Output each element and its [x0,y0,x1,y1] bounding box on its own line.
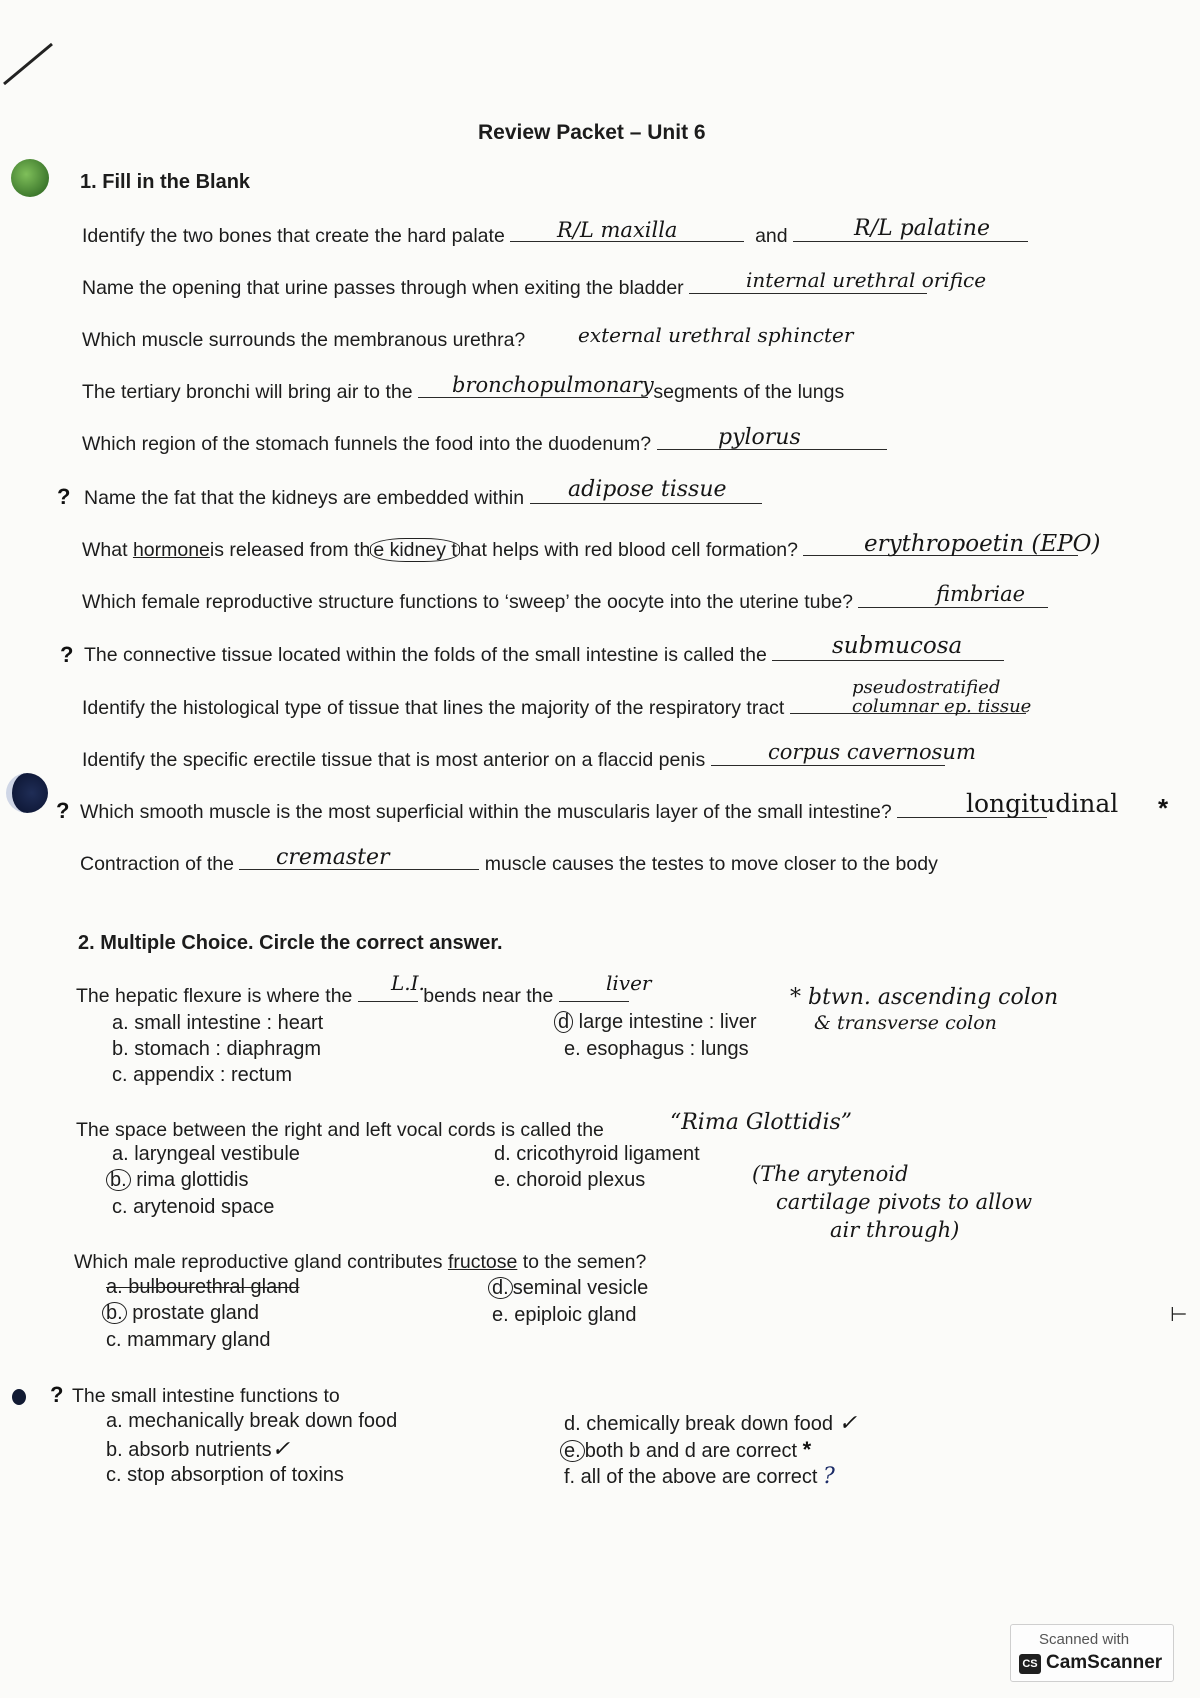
navy-crescent-marker [6,773,48,813]
green-dot-marker [11,159,49,197]
question-mark-mc4: ? [50,1382,64,1407]
page-title: Review Packet – Unit 6 [478,121,706,144]
mc4-option-e[interactable]: e. both b and d are correct * [560,1437,811,1463]
mc2-note-line-1: (The arytenoid [752,1162,909,1186]
q1-answer-1: R/L maxilla [557,218,678,242]
pen-stroke-mark [0,30,60,90]
q13-text: Contraction of the muscle causes the testes to move closer to the body [80,853,938,875]
q11-blank [711,765,945,766]
mc3-option-d[interactable]: d. seminal vesicle [488,1277,648,1300]
mc1-blank-1 [358,1001,418,1002]
q4-answer: bronchopulmonary [452,373,654,397]
q9-answer: submucosa [832,633,963,659]
mc3-option-e[interactable]: e. epiploic gland [492,1304,637,1326]
mc1-option-b[interactable]: b. stomach : diaphragm [112,1038,321,1060]
q8-blank [858,607,1048,608]
watermark-line-2: CamScanner [1046,1652,1163,1673]
mc2-note-line-3: air through) [830,1218,960,1242]
q1-blank-2 [793,241,1028,242]
mc2-option-e[interactable]: e. choroid plexus [494,1169,646,1191]
mc1-option-c[interactable]: c. appendix : rectum [112,1064,293,1086]
q1-answer-2: R/L palatine [854,216,990,241]
mc3-option-d-circle: d. [488,1277,513,1299]
mc1-blank-2-answer: liver [606,971,652,995]
q6-text: Name the fat that the kidneys are embedded within [84,487,762,510]
mc2-note-line-2: cartilage pivots to allow [776,1190,1033,1214]
q12-text: Which smooth muscle is the most superficial within the muscularis layer of the small intestine? [80,801,1047,824]
mc1-option-d-circle: d [554,1011,573,1033]
mc3-option-b-circle: b. [102,1302,127,1324]
mc3-text: Which male reproductive gland contributes fructose to the semen? [74,1251,647,1273]
mc3-option-b[interactable]: b. prostate gland [102,1302,259,1325]
mc1-blank-2 [559,1001,629,1002]
q10-answer: columnar ep. tissue [852,696,1032,717]
q9-text: The connective tissue located within the folds of the small intestine is called the [84,644,1004,667]
mc2-option-b-circle: b. [106,1169,131,1191]
q11-text: Identify the specific erectile tissue that is most anterior on a flaccid penis [82,749,945,772]
q4-blank [418,397,648,398]
margin-mark-right: ⊢ [1170,1304,1188,1326]
star-mark-q12: * [1158,793,1169,823]
mc2-text: The space between the right and left vocal cords is called the [76,1119,604,1141]
question-mark-q6: ? [57,484,71,509]
q13-answer: cremaster [276,845,390,870]
mc2-option-b[interactable]: b. rima glottidis [106,1169,249,1192]
q2-blank [689,293,927,294]
q7-text: What hormoneis released from th e kidney t hat helps with red blood cell formation? [82,539,1078,562]
q3-text: Which muscle surrounds the membranous urethra? [82,329,526,351]
mc4-option-b[interactable]: b. absorb nutrients✓ [106,1437,291,1462]
mc1-text: The hepatic flexure is where the bends near the [76,985,629,1008]
mc2-option-d[interactable]: d. cricothyroid ligament [494,1143,700,1165]
mc1-option-e[interactable]: e. esophagus : lungs [564,1038,749,1060]
q2-answer: internal urethral orifice [746,268,987,292]
section-2-heading: 2. Multiple Choice. Circle the correct answer. [78,932,503,954]
q12-answer: longitudinal [966,789,1119,818]
mc1-note-line-2: & transverse colon [814,1012,997,1034]
camscanner-logo-badge: CS [1019,1654,1041,1674]
camscanner-watermark [1010,1624,1174,1682]
q10-text: Identify the histological type of tissue that lines the majority of the respiratory tract [82,697,1026,720]
q1-text: Identify the two bones that create the hard palate and [82,225,1028,248]
q2-text: Name the opening that urine passes through when exiting the bladder [82,277,927,300]
mc4-text: The small intestine functions to [72,1385,340,1407]
q11-answer: corpus cavernosum [768,740,976,764]
q4-text: The tertiary bronchi will bring air to the segments of the lungs [82,381,845,403]
mc1-option-d[interactable]: d large intestine : liver [554,1011,757,1034]
q6-answer: adipose tissue [568,477,727,502]
mc2-option-c[interactable]: c. arytenoid space [112,1196,275,1218]
mc4-option-e-circle: e. [560,1440,585,1462]
q5-answer: pylorus [718,425,801,450]
question-mark-q12: ? [56,798,70,823]
mc4-option-a[interactable]: a. mechanically break down food [106,1410,398,1432]
mc4-option-d[interactable]: d. chemically break down food ✓ [564,1411,858,1436]
mc2-answer: “Rima Glottidis” [670,1110,853,1135]
mc3-option-a[interactable]: a. bulbourethral gland [106,1276,300,1298]
mc1-note-line-1: * btwn. ascending colon [790,985,1059,1010]
q7-answer: erythropoetin (EPO) [864,531,1101,557]
mc4-option-f[interactable]: f. all of the above are correct ? [564,1464,835,1489]
question-mark-q9: ? [60,642,74,667]
small-navy-dot-marker [12,1389,26,1405]
q6-blank [530,503,762,504]
mc3-option-c[interactable]: c. mammary gland [106,1329,271,1351]
q8-answer: fimbriae [936,582,1026,606]
q9-blank [772,660,1004,661]
mc4-option-c[interactable]: c. stop absorption of toxins [106,1464,344,1486]
q5-text: Which region of the stomach funnels the food into the duodenum? [82,433,887,456]
mc1-option-a[interactable]: a. small intestine : heart [112,1012,324,1034]
watermark-line-1: Scanned with [1039,1631,1130,1648]
section-1-heading: 1. Fill in the Blank [80,171,251,193]
mc2-option-a[interactable]: a. laryngeal vestibule [112,1143,300,1165]
mc1-blank-1-answer: L.I. [391,971,425,995]
q8-text: Which female reproductive structure functions to ‘sweep’ the oocyte into the uterine tube? [82,591,1048,614]
q3-answer: external urethral sphincter [578,323,854,347]
q10-answer-top: pseudostratified [852,677,1001,698]
